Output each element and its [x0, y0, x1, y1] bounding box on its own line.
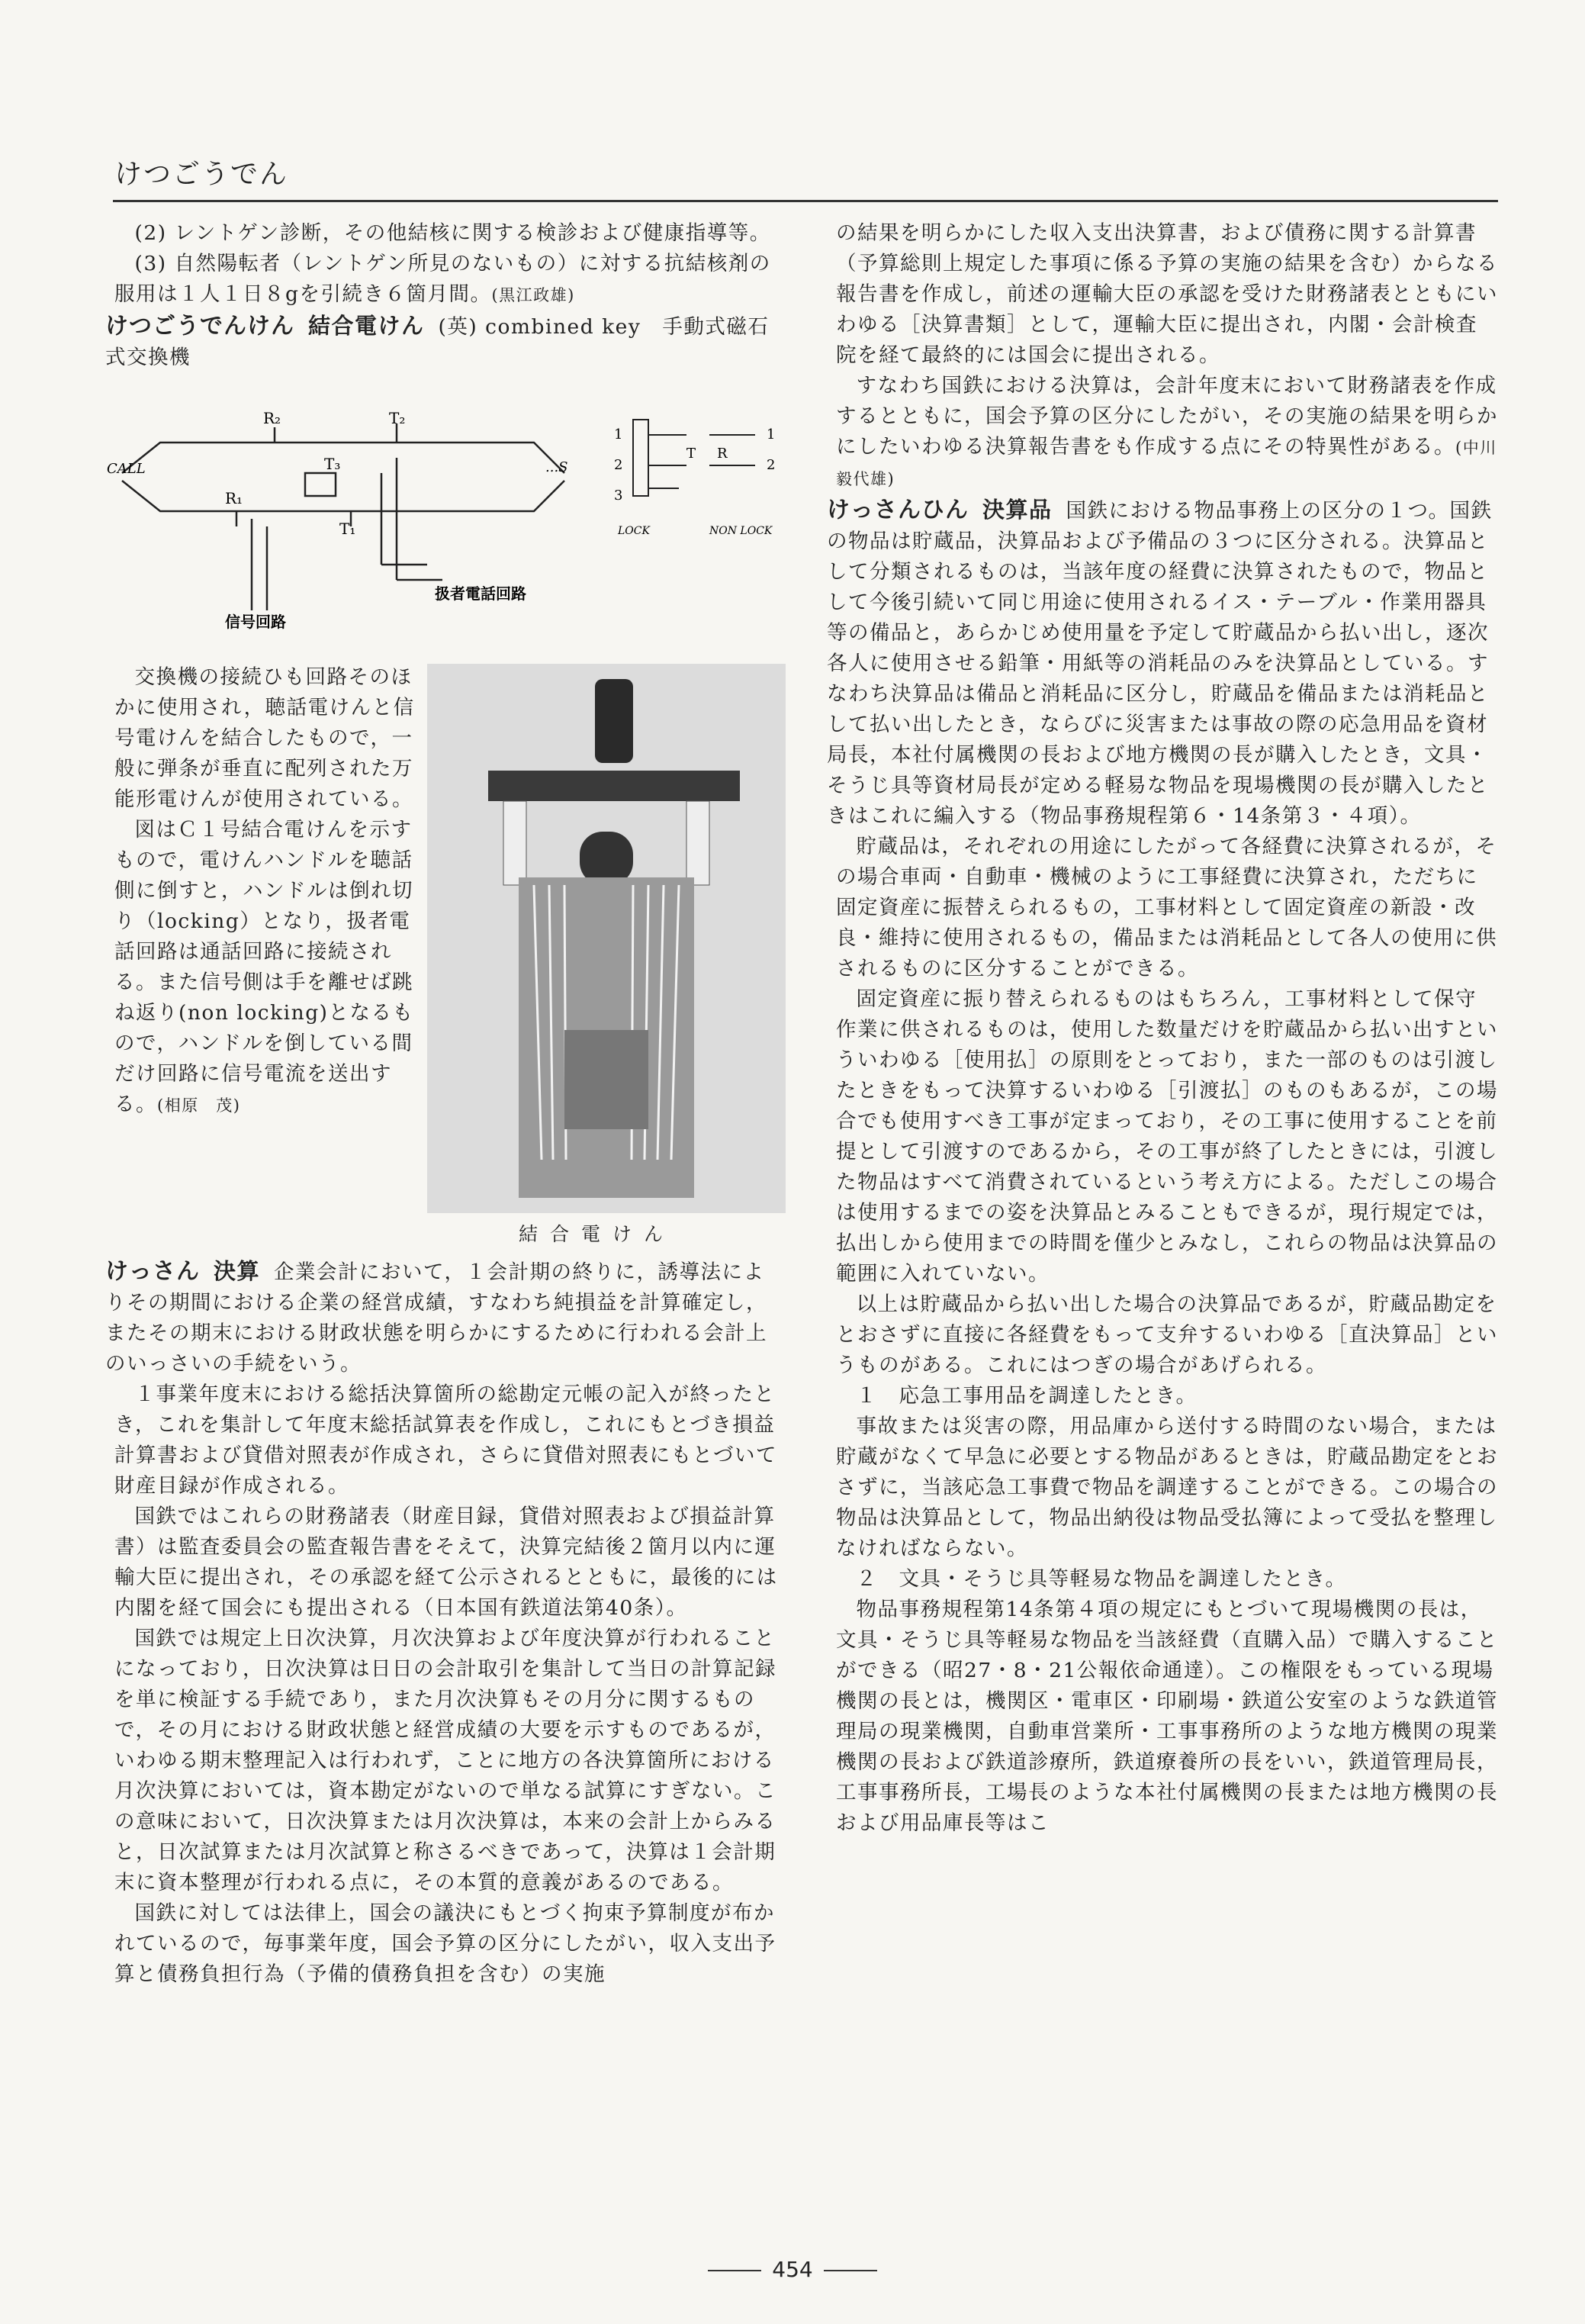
- paragraph: [836, 371, 1498, 494]
- page-number-text: 454: [772, 2257, 813, 2282]
- entry-term: 決算品: [982, 497, 1053, 523]
- entry-body: 企業会計において，１会計期の終りに，誘導法によりその期間における企業の経営成績，すなわち純損益を計算確定し，またその期末における財政状態を明らかにするために行われる会計上のいっさいの手続をいう。: [105, 1260, 767, 1376]
- dictionary-entry: [105, 1256, 786, 1379]
- entry-body: 国鉄における物品事務上の区分の１つ。国鉄の物品は貯蔵品，決算品および予備品の３つに区分される。決算品として分類されるものは，当該年度の経費に決算されたもので，物品として今後引続いて同じ用途に使用されるイス・テーブル・作業用器具等の備品と，あらかじめ使用量を予定して貯蔵品から払い出し，逐次各人に使用させる鉛筆・用紙等の消耗品のみを決算品としている。すなわち決算品は備品と消耗品に区分し，貯蔵品を備品または消耗品として払い出したとき，ならびに災害または事故の際の応急用品を資材局長，本社付属機関の長および地方機関の長が購入したとき，文具・そうじ具等資材局長が定める軽易な物品を現場機関の長が購入したときはこれに編入する（物品事務規程第６・14条第３・４項）。: [827, 499, 1493, 828]
- contact-number: 2: [614, 457, 623, 473]
- running-head: けつごうでん: [114, 159, 289, 190]
- contact-number: 2: [767, 457, 776, 473]
- entry-lead: 手動式磁石式交換機: [105, 315, 770, 369]
- paragraph: 国鉄に対しては法律上，国会の議決にもとづく拘束予算制度が布かれているので，毎事業年度，国会予算の区分にしたがい，収入支出予算と債務負担行為（予備的債務負担を含む）の実施: [114, 1901, 776, 1986]
- paragraph: 事故または災害の際，用品庫から送付する時間のない場合，または貯蔵がなくて早急に必要とする物品があるときは，貯蔵品勘定をとおさずに，当該応急工事費で物品を調達することができる。この場合の物品は決算品として，物品出納役は物品受払簿によって受払を整理しなければならない。: [836, 1415, 1498, 1560]
- entry-term: 決算: [214, 1258, 261, 1284]
- diagram-label-operator: 扱者電話回路: [435, 584, 526, 603]
- left-column-top: [105, 218, 786, 373]
- author-signature: (相原 茂): [157, 1096, 241, 1115]
- left-column-lower: [105, 1256, 786, 1990]
- paragraph: [114, 249, 786, 311]
- contact-label-r: R: [717, 446, 728, 462]
- entry-term: 結合電けん: [308, 313, 425, 339]
- entry-english: (英) combined key: [438, 315, 641, 339]
- paragraph: 以上は貯蔵品から払い出した場合の決算品であるが，貯蔵品勘定をとおさずに直接に各経費をもって支弁するいわゆる［直決算品］というものがある。これにはつぎの場合があげられる。: [836, 1292, 1498, 1377]
- diagram-label-t2: T₂: [389, 412, 406, 427]
- combined-key-photo: [427, 664, 786, 1213]
- page-number: [0, 2257, 1585, 2282]
- paragraph: 貯蔵品は，それぞれの用途にしたがって各経費に決算されるが，その場合車両・自動車・機械のように工事経費に決算され，ただちに固定資産に振替えられるもの，工事材料として固定資産の新設・改良・維持に使用されるもの，備品または消耗品として各人の使用に供されるものに区分することができる。: [836, 835, 1497, 980]
- entry-body-wrapped: [114, 662, 420, 1121]
- paragraph: の結果を明らかにした収入支出決算書，および債務に関する計算書（予算総則上規定した事項に係る予算の実施の結果を含む）からなる報告書を作成し，前述の運輸大臣の承認を受けた財務諸表とともにいわゆる［決算書類］として，運輸大臣に提出され，内閣・会計検査院を経て最終的には国会に提出される。: [836, 221, 1498, 367]
- author-signature: (黒江政雄): [491, 286, 575, 304]
- right-column: [827, 218, 1498, 1839]
- entry-keyword: けっさんひん: [827, 497, 969, 523]
- paragraph: 固定資産に振り替えられるものはもちろん，工事材料として保守作業に供されるものは，使用した数量だけを貯蔵品から払い出すといういわゆる［使用払］の原則をとっており，また一部のものは引渡したときをもって決算するいわゆる［引渡払］のものもあるが，この場合でも使用すべき工事が定まっており，その工事に使用することを前提として引渡すのであるから，その工事が終了したときには，引渡した物品はすべて消費されているという考え方による。ただしこの場合は使用するまでの姿を決算品とみることもできるが，現行規定では，払出しから使用までの時間を僅少とみなし，これらの物品は決算品の範囲に入れていない。: [836, 987, 1498, 1286]
- diagram-label-t1: T₁: [339, 520, 356, 538]
- diagram-label-tr: ...S: [545, 459, 568, 475]
- contact-number: 1: [767, 426, 776, 443]
- circuit-diagram: [107, 412, 595, 633]
- paragraph: 国鉄ではこれらの財務諸表（財産目録，貸借対照表および損益計算書）は監査委員会の監査報告書をそえて，決算完結後２箇月以内に運輸大臣に提出され，その承認を経て公示されるとともに，最後的には内閣を経て国会にも提出される（日本国有鉄道法第40条）。: [114, 1505, 778, 1620]
- paragraph: １事業年度末における総括決算箇所の総勘定元帳の記入が終ったとき，これを集計して年度末総括試算表を作成し，これにもとづき損益計算書および貸借対照表が作成され，さらに貸借対照表にもとづいて財産目録が作成される。: [114, 1382, 778, 1498]
- diagram-label-r1: R₁: [225, 489, 243, 507]
- header-rule: [113, 200, 1498, 202]
- paragraph: 交換機の接続ひも回路そのほかに使用され，聴話電けんと信号電けんを結合したもので，一般に弾条が垂直に配列された万能形電けんが使用されている。: [114, 665, 415, 811]
- lock-contact-diagram: [603, 412, 801, 565]
- entry-keyword: けっさん: [105, 1258, 200, 1285]
- author-signature: (中川毅代雄): [836, 439, 1497, 488]
- dictionary-entry: [827, 494, 1498, 832]
- paragraph: [114, 815, 420, 1121]
- paragraph-text: すなわち国鉄における決算は，会計年度末において財務諸表を作成するとともに，国会予算の区分にしたがい，その実施の結果を明らかにしたいわゆる決算報告書をも作成する点にその特異性がある。: [836, 374, 1498, 459]
- diagram-label-r2: R₂: [263, 412, 281, 427]
- page-number-dash: [824, 2270, 877, 2271]
- lock-label: LOCK: [618, 525, 650, 537]
- diagram-label-call: CALL: [107, 461, 146, 477]
- paragraph-text: 図はＣ１号結合電けんを示すもので，電けんハンドルを聴話側に倒すと，ハンドルは倒れ切り（locking）となり，扱者電話回路は通話回路に接続される。また信号側は手を離せば跳ね返り(non locking)となるもので，ハンドルを倒している間だけ回路に信号電流を送出する。: [114, 818, 414, 1116]
- paragraph: 物品事務規程第14条第４項の規定にもとづいて現場機関の長は，文具・そうじ具等軽易な物品を当該経費（直購入品）で購入することができる（昭27・8・21公報依命通達）。この権限をもっている現場機関の長とは，機関区・電車区・印刷場・鉄道公安室のような鉄道管理局の現業機関，自動車営業所・工事事務所のような地方機関の現業機関の長および鉄道診療所，鉄道療養所の長をいい，鉄道管理局長，工事事務所長，工場長のような本社付属機関の長または地方機関の長および用品庫長等はこ: [836, 1598, 1498, 1835]
- paragraph: 国鉄では規定上日次決算，月次決算および年度決算が行われることになっており，日次決算は日日の会計取引を集計して当日の計算記録を単に検証する手続であり，また月次決算もその月分に関するもので，その月における財政状態と経営成績の大要を示すものであるが，いわゆる期末整理記入は行われず，ことに地方の各決算箇所における月次決算においては，資本勘定がないので単なる試算にすぎない。この意味において，日次決算または月次決算は，本来の会計上からみると，日次試算または月次試算と称さるべきであって，決算は１会計期末に資本整理が行われる点に，その本質的意義があるのである。: [114, 1627, 776, 1894]
- numbered-item: ２ 文具・そうじ具等軽易な物品を調達したとき。: [856, 1567, 1347, 1591]
- photo-caption: 結合電けん: [519, 1223, 676, 1245]
- nonlock-label: NON LOCK: [709, 525, 773, 537]
- contact-label-t: T: [686, 446, 696, 462]
- numbered-item: １ 応急工事用品を調達したとき。: [856, 1384, 1198, 1408]
- paragraph-text: (3) 自然陽転者（レントゲン所見のないもの）に対する抗結核剤の服用は１人１日８gを引続き６箇月間。: [114, 252, 771, 306]
- page-number-dash: [708, 2270, 761, 2271]
- diagram-label-t3: T₃: [324, 455, 341, 473]
- diagram-label-signal: 信号回路: [225, 613, 286, 631]
- entry-keyword: けつごうでんけん: [105, 313, 294, 340]
- contact-number: 1: [614, 426, 623, 443]
- paragraph: (2) レントゲン診断，その他結核に関する検診および健康指導等。: [134, 221, 771, 245]
- contact-number: 3: [614, 488, 623, 504]
- dictionary-entry-heading: [105, 311, 786, 373]
